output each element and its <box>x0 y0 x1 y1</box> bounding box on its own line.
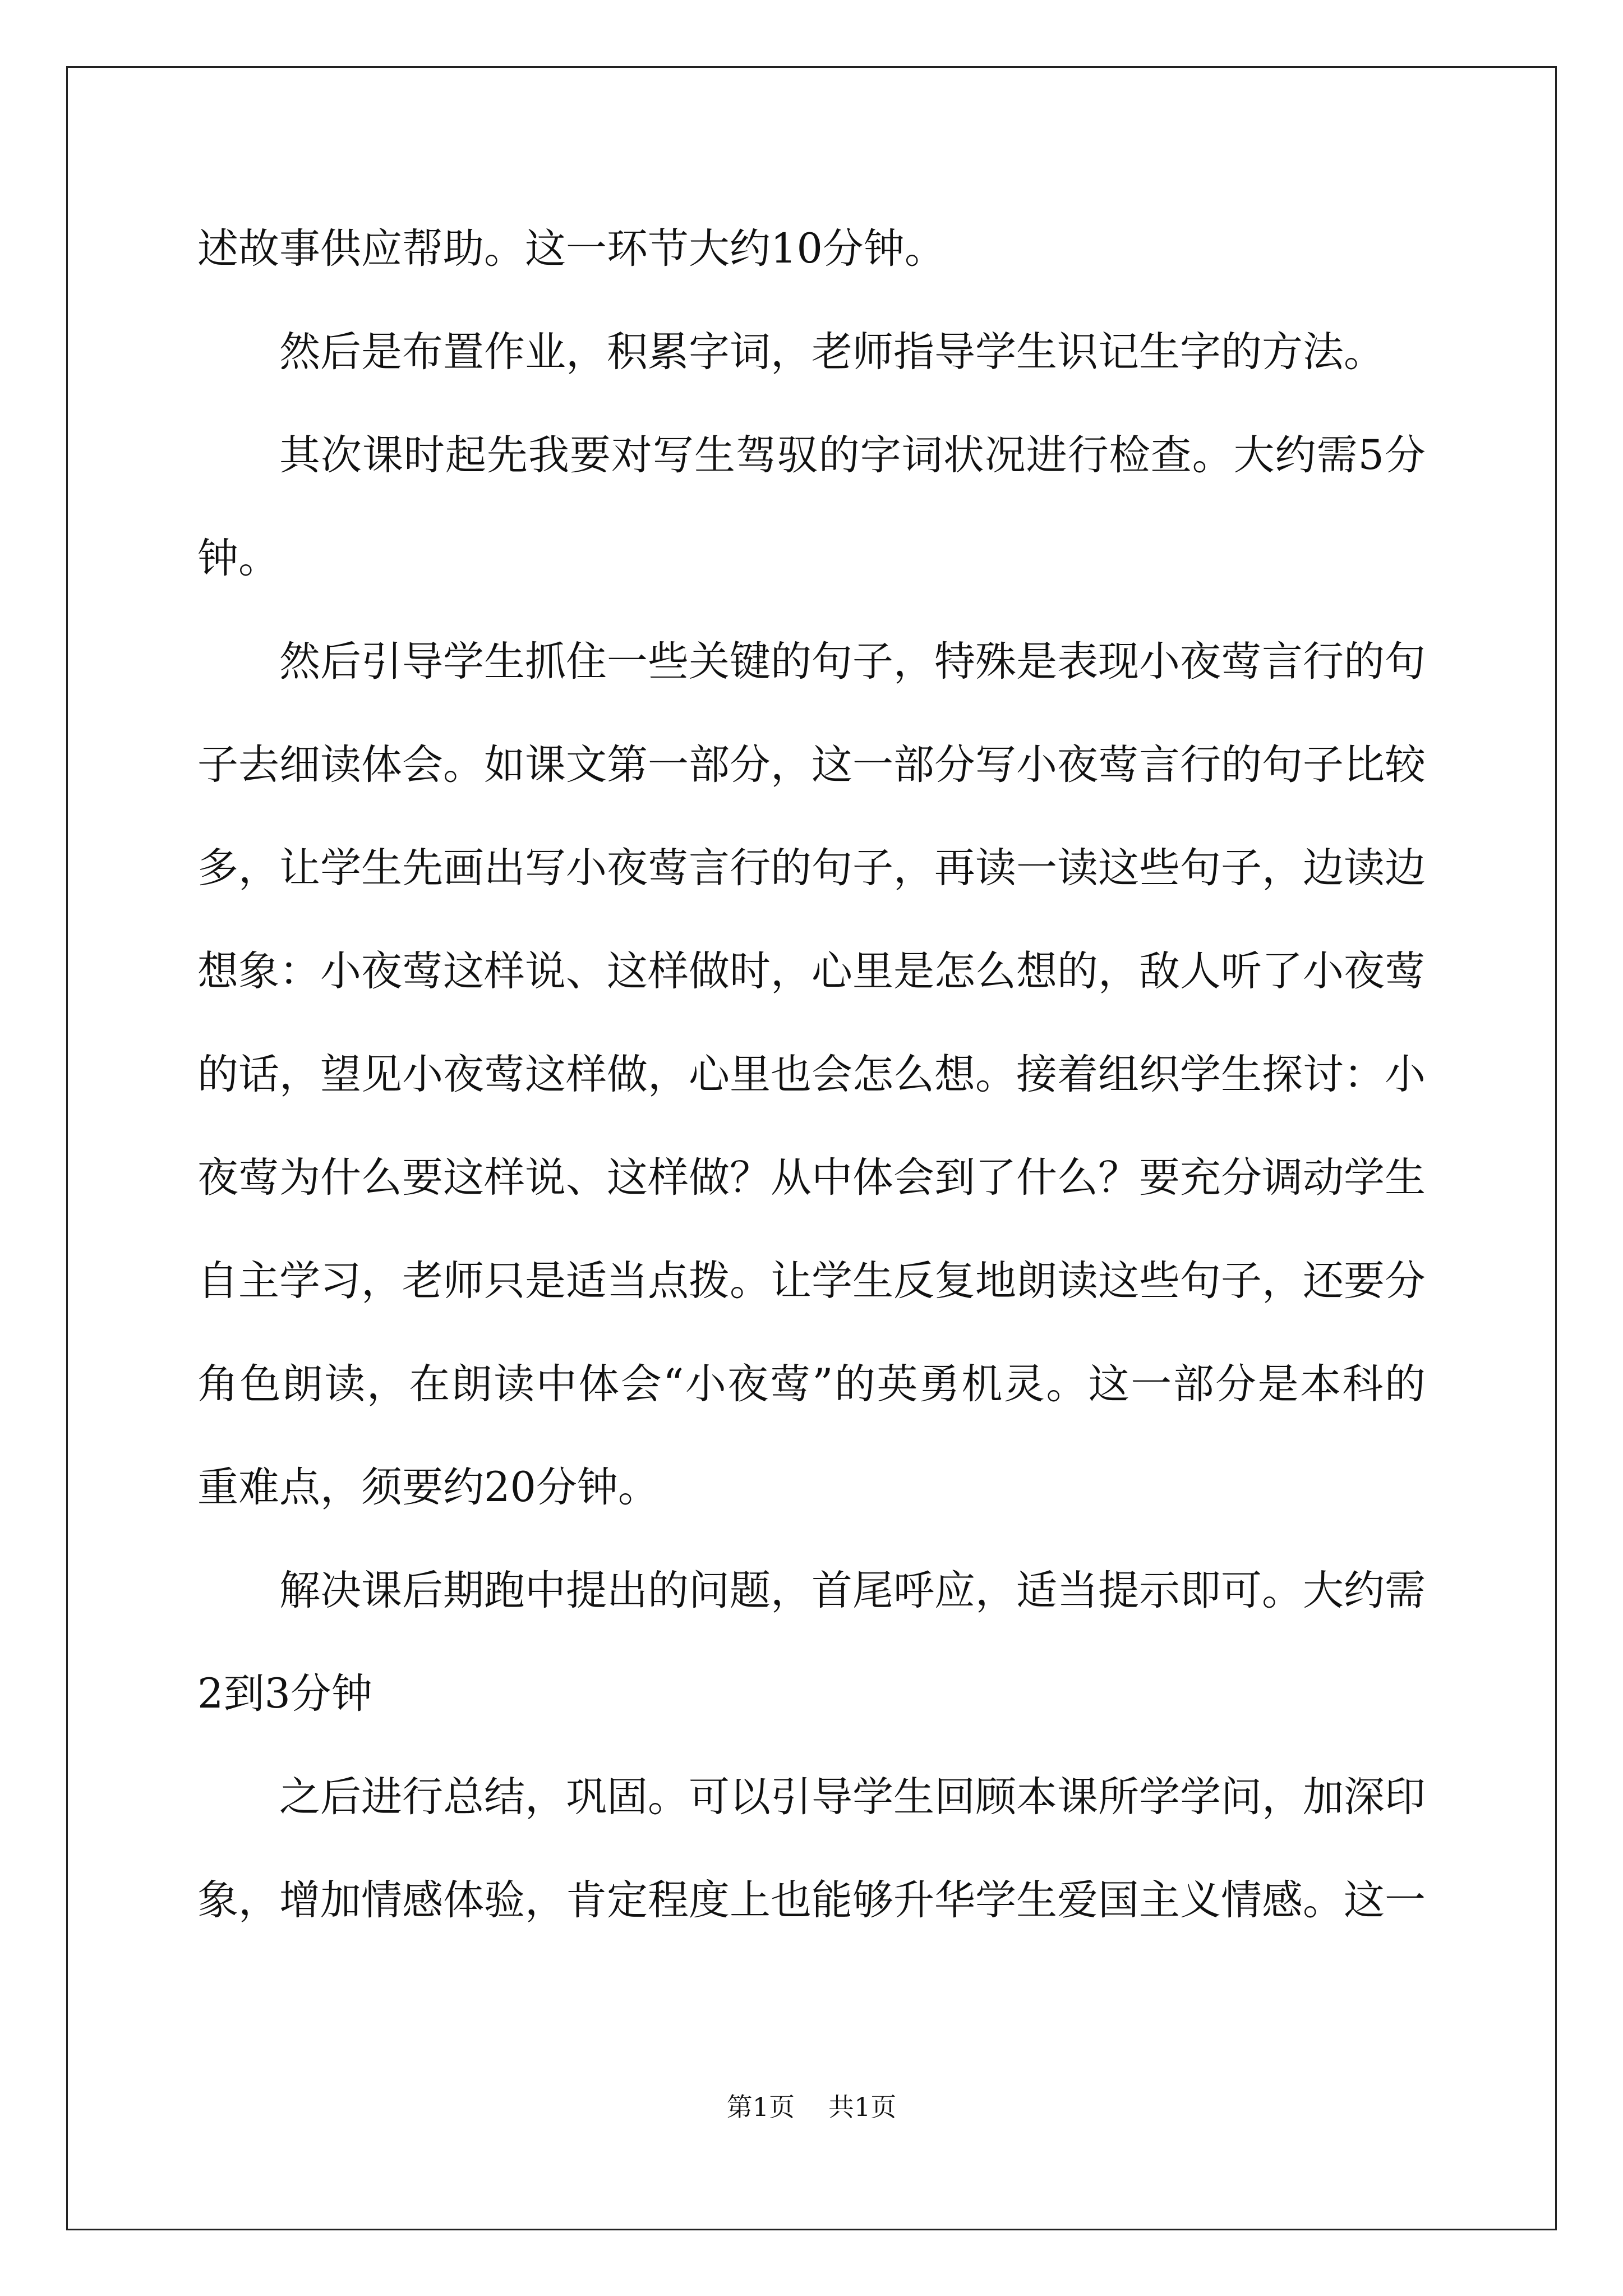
document-body <box>197 197 1426 1952</box>
page-footer <box>0 2090 1623 2124</box>
paragraph-homework: 然后是布置作业，积累字词，老师指导学生识记生字的方法。 <box>279 328 1385 376</box>
paragraph-continuation: 述故事供应帮助。这一环节大约10分钟。 <box>197 225 946 273</box>
paragraph-key-sentences: 然后引导学生抓住一些关键的句子，特殊是表现小夜莺言行的句子去细读体会。如课文第一部分，这一部分写小夜莺言行的句子比较多，让学生先画出写小夜莺言行的句子，再读一读这些句子，边读边想象：小夜莺这样说、这样做时，心里是怎么想的，敌人听了小夜莺的话，望见小夜莺这样做，心里也会怎么想。接着组织学生探讨：小夜莺为什么要这样说、这样做？从中体会到了什么？要充分调动学生自主学习，老师只是适当点拨。让学生反复地朗读这些句子，还要分角色朗读，在朗读中体会“小夜莺”的英勇机灵。这一部分是本科的重难点，须要约20分钟。 <box>197 638 1426 1511</box>
paragraph-summary: 之后进行总结，巩固。可以引导学生回顾本课所学学问，加深印象，增加情感体验，肯定程度上也能够升华学生爱国主义情感。这一 <box>197 1773 1426 1924</box>
page-number: 第1页 <box>726 2092 795 2122</box>
paragraph-second-lesson: 其次课时起先我要对写生驾驭的字词状况进行检查。大约需5分钟。 <box>197 431 1426 582</box>
paragraph-questions: 解决课后期跑中提出的问题，首尾呼应，适当提示即可。大约需2到3分钟 <box>197 1567 1426 1718</box>
page-total: 共1页 <box>828 2092 897 2122</box>
